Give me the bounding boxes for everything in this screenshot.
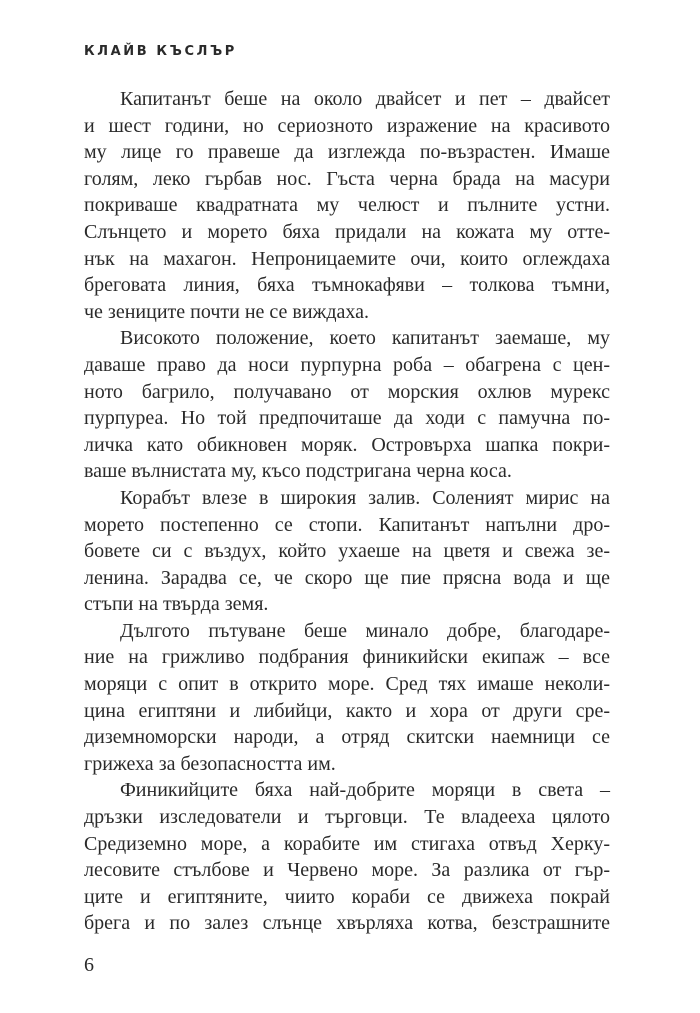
paragraph	[84, 777, 610, 937]
text-line: ние на грижливо подбрания финикийски екипаж – все	[84, 646, 610, 669]
paragraph	[84, 325, 610, 485]
text-line: морето постепенно се стопи. Капитанът напълни дро-	[84, 513, 610, 536]
text-line: ците и египтяните, чиито кораби се движеха покрай	[84, 885, 610, 908]
text-line: моряци с опит в открито море. Сред тях имаше неколи-	[84, 673, 610, 696]
text-line: бовете си с въздух, който ухаеше на цветя и свежа зе-	[84, 540, 610, 563]
text-line: личка като обикновен моряк. Островърха шапка покри-	[84, 433, 610, 456]
text-line: ленина. Зарадва се, че скоро ще пие прясна вода и ще	[84, 566, 610, 589]
text-line: Капитанът беше на около двайсет и пет – двайсет	[120, 88, 610, 110]
paragraph	[84, 86, 610, 325]
text-line: диземноморски народи, а отряд скитски наемници се	[84, 726, 610, 749]
text-line: Слънцето и морето бяха придали на кожата му отте-	[84, 220, 610, 243]
body-text	[84, 86, 610, 937]
text-line: Високото положение, което капитанът заемаше, му	[120, 327, 610, 350]
text-line: брега и по залез слънце хвърляха котва, безстрашните	[84, 912, 610, 935]
text-line: Дългото пътуване беше минало добре, благодаре-	[120, 619, 610, 642]
text-line: даваше право да носи пурпурна роба – обагрена с цен-	[84, 353, 610, 376]
text-line: пурпуреа. Но той предпочиташе да ходи с памучна по-	[84, 407, 610, 430]
paragraph	[84, 618, 610, 778]
text-line: покриваше квадратната му челюст и пълните устни.	[84, 194, 610, 217]
paragraph	[84, 485, 610, 618]
page-number: 6	[84, 954, 94, 976]
text-line: ното багрило, получавано от морския охлюв мурекс	[84, 380, 610, 403]
text-line: че зениците почти не се виждаха.	[84, 300, 370, 323]
text-line: стъпи на твърда земя.	[84, 593, 269, 616]
text-line: и шест години, но сериозното изражение на красивото	[84, 114, 610, 137]
text-line: дръзки изследователи и търговци. Те владееха цялото	[84, 806, 610, 829]
text-line: голям, леко гърбав нос. Гъста черна брада на масури	[84, 167, 610, 190]
text-line: Средиземно море, а корабите им стигаха отвъд Херку-	[84, 832, 610, 855]
running-head-author: КЛАЙВ КЪСЛЪР	[84, 44, 237, 59]
text-line: бреговата линия, бяха тъмнокафяви – толкова тъмни,	[84, 274, 610, 297]
text-line: ваше вълнистата му, късо подстригана черна коса.	[84, 460, 512, 483]
text-line: Финикийците бяха най-добрите моряци в света –	[120, 779, 610, 802]
text-line: нък на махагон. Непроницаемите очи, които оглеждаха	[84, 247, 610, 270]
text-line: лесовите стълбове и Червено море. За разлика от гър-	[84, 859, 610, 882]
text-line: Корабът влезе в широкия залив. Соленият мирис на	[120, 486, 610, 509]
text-line: цина египтяни и либийци, както и хора от други сре-	[84, 699, 610, 722]
text-line: му лице го правеше да изглежда по-възрастен. Имаше	[84, 141, 610, 164]
text-line: грижеха за безопасността им.	[84, 752, 336, 775]
